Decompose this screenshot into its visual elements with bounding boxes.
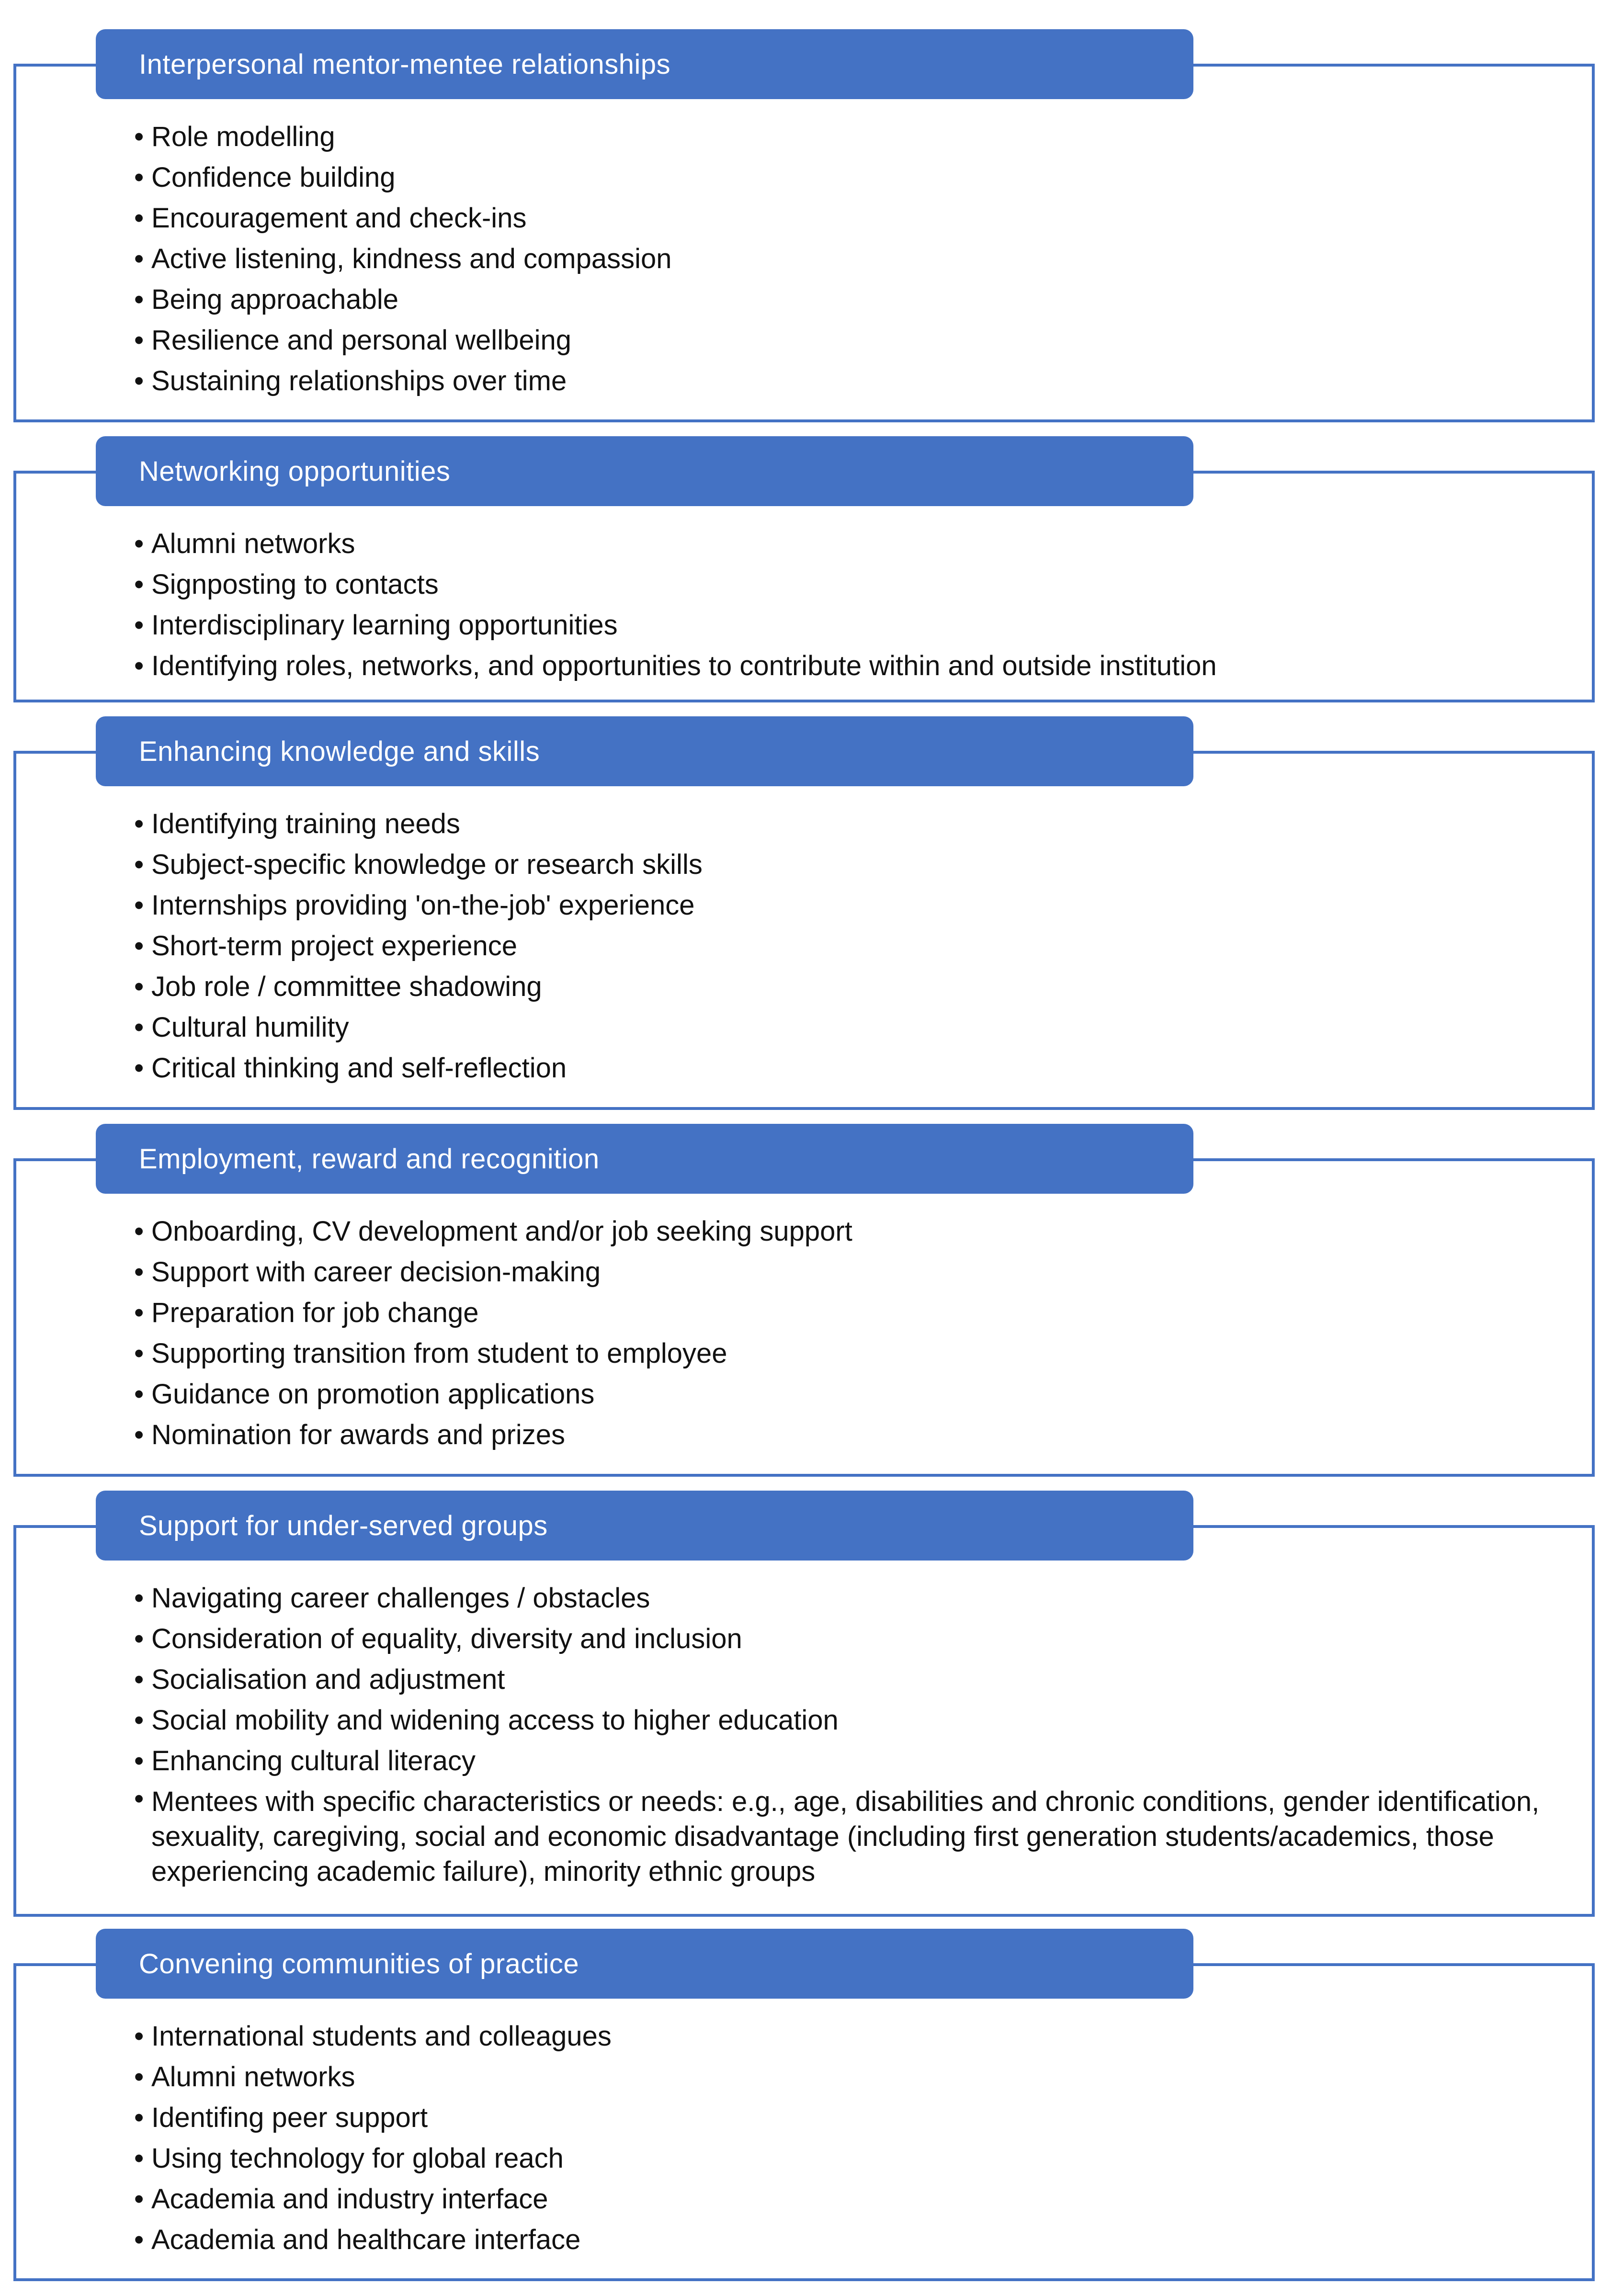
list-item: • Alumni networks — [134, 2057, 1556, 2097]
list-item: • Identifing peer support — [134, 2097, 1556, 2138]
list-item: • Cultural humility — [134, 1007, 1556, 1048]
list-item: • Guidance on promotion applications — [134, 1374, 1556, 1414]
list-item: • Preparation for job change — [134, 1292, 1556, 1333]
section-list — [134, 523, 1556, 686]
list-item: • International students and colleagues — [134, 2016, 1556, 2057]
list-item: • Nomination for awards and prizes — [134, 1414, 1556, 1455]
section-header: Convening communities of practice — [96, 1929, 1193, 1999]
list-item: • Signposting to contacts — [134, 564, 1556, 605]
list-item: • Consideration of equality, diversity and inclusion — [134, 1618, 1556, 1659]
list-item: • Job role / committee shadowing — [134, 966, 1556, 1007]
section-knowledge-skills — [13, 716, 1595, 1110]
section-communities-of-practice — [13, 1929, 1595, 2281]
section-list — [134, 1578, 1556, 1889]
list-item: • Short-term project experience — [134, 926, 1556, 966]
list-item: • Enhancing cultural literacy — [134, 1741, 1556, 1781]
section-header: Support for under-served groups — [96, 1491, 1193, 1561]
list-item: • Socialisation and adjustment — [134, 1659, 1556, 1700]
list-item: • Being approachable — [134, 279, 1556, 320]
list-item: • Active listening, kindness and compassion — [134, 238, 1556, 279]
list-item: • Role modelling — [134, 116, 1556, 157]
list-item: • Identifying roles, networks, and opportunities to contribute within and outside institution — [134, 645, 1556, 686]
section-networking — [13, 436, 1595, 702]
list-item: • Navigating career challenges / obstacles — [134, 1578, 1556, 1618]
section-list — [134, 2016, 1556, 2260]
list-item: • Encouragement and check-ins — [134, 198, 1556, 238]
list-item: • Confidence building — [134, 157, 1556, 198]
section-header: Interpersonal mentor-mentee relationships — [96, 29, 1193, 99]
section-list — [134, 1211, 1556, 1455]
section-interpersonal — [13, 29, 1595, 422]
list-item: • Supporting transition from student to employee — [134, 1333, 1556, 1374]
section-under-served — [13, 1491, 1595, 1917]
list-item: • Interdisciplinary learning opportunities — [134, 605, 1556, 645]
list-item: • Social mobility and widening access to higher education — [134, 1700, 1556, 1741]
section-list — [134, 116, 1556, 401]
list-item: • Mentees with specific characteristics or needs: e.g., age, disabilities and chronic conditions, gender identification, sexuality, caregiving, social and economic disadvantage (including first generation students/academics, those experiencing academic failure), minority ethnic groups — [134, 1781, 1556, 1889]
section-header: Enhancing knowledge and skills — [96, 716, 1193, 786]
list-item: • Support with career decision-making — [134, 1252, 1556, 1292]
section-list — [134, 803, 1556, 1088]
section-header: Employment, reward and recognition — [96, 1124, 1193, 1194]
section-employment — [13, 1124, 1595, 1477]
list-item: • Subject-specific knowledge or research skills — [134, 844, 1556, 885]
list-item: • Identifying training needs — [134, 803, 1556, 844]
list-item: • Resilience and personal wellbeing — [134, 320, 1556, 361]
list-item: • Internships providing 'on-the-job' experience — [134, 885, 1556, 926]
list-item: • Using technology for global reach — [134, 2138, 1556, 2179]
list-item: • Onboarding, CV development and/or job seeking support — [134, 1211, 1556, 1252]
list-item: • Academia and industry interface — [134, 2179, 1556, 2219]
list-item: • Critical thinking and self-reflection — [134, 1048, 1556, 1088]
section-header: Networking opportunities — [96, 436, 1193, 506]
list-item: • Sustaining relationships over time — [134, 361, 1556, 401]
list-item: • Alumni networks — [134, 523, 1556, 564]
list-item: • Academia and healthcare interface — [134, 2219, 1556, 2260]
